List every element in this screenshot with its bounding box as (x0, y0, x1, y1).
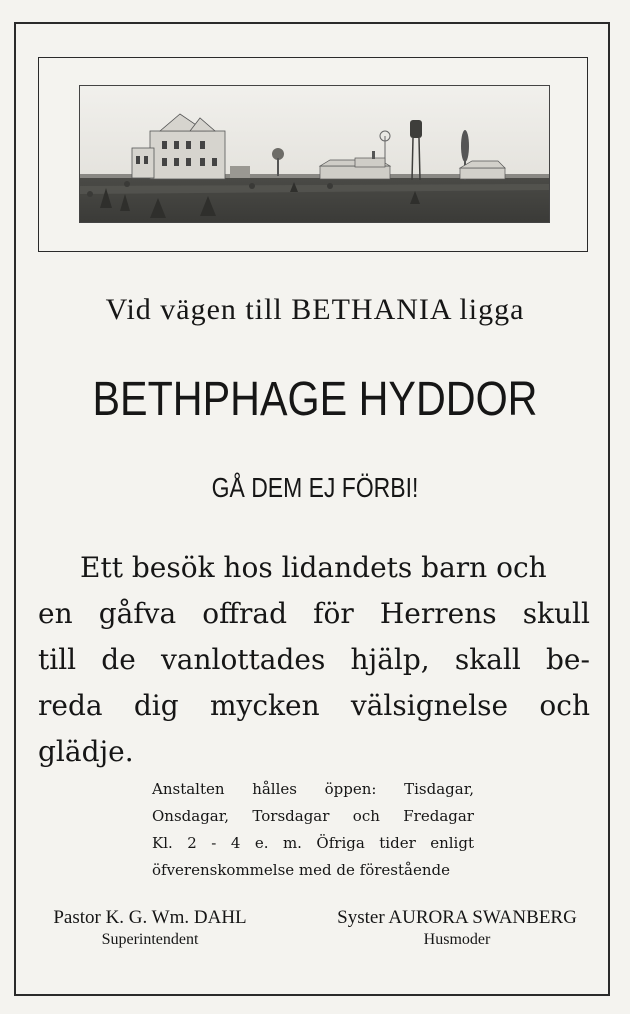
body-line-1: Ett besök hos lidandets barn och (80, 551, 547, 584)
signature-right-role: Husmoder (423, 931, 491, 948)
signature-left-name: Pastor K. G. Wm. DAHL (53, 907, 247, 928)
signature-left (30, 907, 270, 949)
body-line-3: till de vanlottades hjälp, skall be- (38, 643, 590, 676)
headline-subtitle: GÅ DEM EJ FÖRBI! (211, 472, 419, 503)
body-line-2: en gåfva offrad för Herrens skull (38, 597, 590, 630)
headline-title: BETHPHAGE HYDDOR (92, 373, 538, 426)
opening-hours (152, 776, 474, 884)
signature-left-role: Superintendent (101, 931, 199, 948)
hours-line-3: Kl. 2 - 4 e. m. Öfriga tider enligt (152, 834, 474, 852)
body-line-5: glädje. (38, 735, 134, 768)
building-photo (79, 85, 550, 223)
headline-intro: Vid vägen till BETHANIA ligga (105, 293, 525, 326)
hours-line-4: öfverenskommelse med de förestående (152, 861, 450, 879)
body-paragraph (38, 545, 590, 775)
hours-line-1: Anstalten hålles öppen: Tisdagar, (152, 780, 474, 798)
signature-right (318, 907, 596, 949)
building-photo-icon (80, 86, 550, 223)
signature-right-name: Syster AURORA SWANBERG (337, 907, 577, 928)
body-line-4: reda dig mycken välsignelse och (38, 689, 590, 722)
hours-line-2: Onsdagar, Torsdagar och Fredagar (152, 807, 474, 825)
